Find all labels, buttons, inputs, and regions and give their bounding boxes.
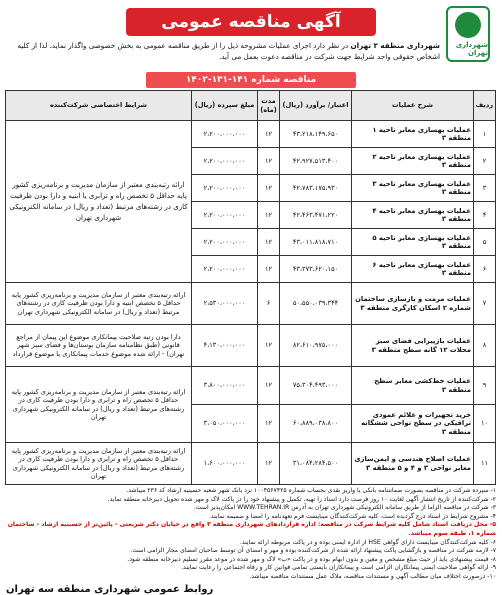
tender-number-banner: مناقصه شماره ۱۴۱-۱۳۱-۱۴۰۲ — [146, 72, 356, 88]
note-item: ۵- محل دریافت اسناد شامل کلیه شرایط شرکت در مناقصه: اداره قراردادهای شهرداری منطقه ۳ واقع در خیابان دکتر شریعتی - پائین‌تر از حسینیه ارشاد - ساختمان شماره ۱، طبقه سوم میباشد. — [7, 521, 496, 537]
row-price: ۶۰،۸۸۹،۰۳۸،۸۰۰ — [280, 405, 352, 443]
footer-text: روابط عمومی شهرداری منطقه سه تهران — [6, 583, 214, 595]
header-price: اعتبار/ برآورد (ریال) — [280, 91, 352, 121]
row-deposit: ۲،۲۰۰،۰۰۰،۰۰۰ — [192, 256, 258, 283]
notice-title: آگهی مناقصه عمومی — [126, 8, 376, 36]
header-duration: مدت (ماه) — [258, 91, 280, 121]
footer-signature — [6, 584, 496, 595]
row-price: ۴۳،۳۷۳،۶۲۰،۱۵۰ — [280, 256, 352, 283]
intro-text: در نظر دارد اجرای عملیات مشروحه ذیل را از طریق مناقصه عمومی به بخش خصوصی واگذار نماید، لذا از کلیه اشخاص حقوقی واجد شرایط جهت شرکت در مناقصه دعوت بعمل می آید. — [17, 41, 440, 61]
row-deposit: ۲،۵۳۰،۰۰۰،۰۰۰ — [192, 283, 258, 325]
row-conditions: ارائه رتبه‌بندی معتبر از سازمان مدیریت و برنامه‌ریزی کشور پایه حداقل ۵ تخصص ابنیه و دارا بودن ظرفیت کاری در رشته‌های مرتبط (تعداد و ریال) در سامانه الکترونیکی شهرداری تهران — [6, 283, 192, 325]
row-deposit: ۲،۲۰۰،۰۰۰،۰۰۰ — [192, 202, 258, 229]
table-header-row — [6, 91, 496, 121]
row-price: ۴۳،۲۱۸،۱۴۹،۶۵۰ — [280, 121, 352, 148]
row-description: عملیات بازپیرایی فضای سبز محلات ۱۲ گانه سطح منطقه ۳ — [352, 325, 474, 367]
row-deposit: ۴،۱۳۰،۰۰۰،۰۰۰ — [192, 325, 258, 367]
row-price: ۸۲،۶۱۰،۹۷۵،۰۰۰ — [280, 325, 352, 367]
intro-paragraph — [10, 40, 440, 62]
row-duration: ۶ — [258, 283, 280, 325]
note-item: ۴- مشروح شرایط در اسناد درج گردیده است. کلیه شرکت‌کنندگان میبایست فرم تعهدنامه را امضا و ضمیمه نمایند. — [208, 512, 496, 520]
note-item: ۶- کلیه شرکت‌کنندگان میبایست دارای گواهی HSE از اداره ایمنی بوده و در پاکت مربوطه ارائه نمایند. — [239, 538, 496, 546]
table-row — [6, 325, 496, 367]
notes-list — [6, 487, 496, 582]
row-duration: ۱۲ — [258, 256, 280, 283]
tender-table — [5, 90, 496, 485]
table-row — [6, 367, 496, 405]
row-deposit: ۲،۲۰۰،۰۰۰،۰۰۰ — [192, 148, 258, 175]
row-number: ۱۱ — [474, 443, 496, 485]
row-number: ۶ — [474, 256, 496, 283]
municipality-logo-icon — [446, 6, 490, 62]
row-price: ۵۰،۵۵۰،۰۳۹،۳۴۴ — [280, 283, 352, 325]
row-number: ۹ — [474, 367, 496, 405]
note-item: ۸- قیمت پیشنهادی باید از حیث مبلغ مشخص و معین و بدون ابهام بوده و در پاکت «ب» لاک و مهر شده در موعد مقرر تسلیم دبیرخانه منطقه شود. — [127, 555, 496, 563]
row-duration: ۱۲ — [258, 148, 280, 175]
row-description: عملیات بهسازی معابر ناحیه ۶ منطقه ۳ — [352, 256, 474, 283]
note-item: ۱۰- درصورت اختلاف میان مطالب آگهی و مستندات مناقصه، ملاک عمل مستندات مناقصه میباشد. — [249, 572, 496, 580]
table-row — [6, 443, 496, 485]
row-duration: ۱۲ — [258, 325, 280, 367]
row-number: ۲ — [474, 148, 496, 175]
row-conditions: ارائه رتبه‌بندی معتبر از سازمان مدیریت و برنامه‌ریزی کشور پایه حداقل ۵ تخصص راه و ترابری و دارا بودن ظرفیت کاری در رشته‌های مرتبط (تعداد و ریال) در سامانه الکترونیکی شهرداری تهران — [6, 443, 192, 485]
row-number: ۱۰ — [474, 405, 496, 443]
row-number: ۱ — [474, 121, 496, 148]
row-duration: ۱۲ — [258, 405, 280, 443]
row-deposit: ۲،۲۰۰،۰۰۰،۰۰۰ — [192, 121, 258, 148]
row-number: ۵ — [474, 229, 496, 256]
note-item: ۳- شرکت در مناقصه الزاما از طریق سامانه الکترونیکی شهرداری تهران به آدرس WWW.TEHRAN.IR امکان‌پذیر است. — [193, 504, 496, 512]
header-row-number: ردیف — [474, 91, 496, 121]
row-description: عملیات بهسازی معابر ناحیه ۴ منطقه ۳ — [352, 202, 474, 229]
table-row — [6, 121, 496, 148]
row-number: ۴ — [474, 202, 496, 229]
row-price: ۳۱،۰۸۴،۲۸۴،۵۰۰ — [280, 443, 352, 485]
row-description: عملیات بهسازی معابر ناحیه ۵ منطقه ۳ — [352, 229, 474, 256]
row-price: ۷۵،۳۰۴،۴۹۳،۰۰۰ — [280, 367, 352, 405]
shared-conditions: ارائه رتبه‌بندی معتبر از سازمان مدیریت و برنامه‌ریزی کشور پایه حداقل ۵ تخصص راه و ترابری یا ابنیه و دارا بودن ظرفیت کاری در رشته‌های مرتبط (تعداد و ریال) در سامانه الکترونیکی شهرداری تهران — [6, 121, 192, 283]
row-deposit: ۲،۲۰۰،۰۰۰،۰۰۰ — [192, 175, 258, 202]
row-duration: ۱۲ — [258, 202, 280, 229]
header-deposit: مبلغ سپرده (ریال) — [192, 91, 258, 121]
row-conditions: ارائه رتبه‌بندی معتبر از سازمان مدیریت و برنامه‌ریزی کشور پایه حداقل ۵ تخصص راه و ترابری و دارا بودن ظرفیت کاری در رشته‌های مرتبط (تعداد و ریال) در سامانه الکترونیکی شهرداری تهران — [6, 367, 192, 443]
row-duration: ۱۲ — [258, 367, 280, 405]
logo-caption: شهرداری تهران — [455, 40, 488, 57]
note-item: ۲- شرکت‌کننده از تاریخ انتشار آگهی لغایت ۱۰ روز فرصت دارد اسناد را تهیه، تکمیل و پیشنهاد خود را در پاکت لاک و مهر شده تحویل دبیرخانه منطقه نماید. — [107, 495, 496, 503]
row-price: ۴۳،۰۱۱،۸۱۸،۷۱۰ — [280, 229, 352, 256]
row-conditions: دارا بودن رتبه صلاحیت پیمانکاری موضوع این پیمان از مراجع قانونی (طبق نظامنامه سازمان بوستان‌ها و فضای سبز شهر تهران) - ارائه شده موضوع خدمات پیمانکاری با موضوع قرارداد — [6, 325, 192, 367]
table-row — [6, 283, 496, 325]
row-description: عملیات خط‌کشی معابر سطح منطقه ۳ — [352, 367, 474, 405]
row-description: عملیات بهسازی معابر ناحیه ۲ منطقه ۳ — [352, 148, 474, 175]
header-description: شرح عملیات — [352, 91, 474, 121]
row-description: عملیات مرمت و بازسازی ساختمان شماره ۲ اسکان کارگری منطقه ۳ — [352, 283, 474, 325]
row-duration: ۱۲ — [258, 443, 280, 485]
row-price: ۴۲،۷۸۳،۱۷۵،۹۳۰ — [280, 175, 352, 202]
row-deposit: ۲،۲۰۰،۰۰۰،۰۰۰ — [192, 229, 258, 256]
row-description: عملیات اصلاح هندسی و ایمن‌سازی معابر نواحی ۳ و ۴ و ۵ منطقه ۳ — [352, 443, 474, 485]
row-price: ۴۲،۹۲۷،۵۱۳،۴۰۰ — [280, 148, 352, 175]
row-number: ۸ — [474, 325, 496, 367]
logo-mark — [455, 12, 481, 38]
row-description: عملیات بهسازی معابر ناحیه ۱ منطقه ۳ — [352, 121, 474, 148]
row-number: ۷ — [474, 283, 496, 325]
row-deposit: ۳،۸۰۰،۰۰۰،۰۰۰ — [192, 367, 258, 405]
row-deposit: ۳،۰۵۰،۰۰۰،۰۰۰ — [192, 405, 258, 443]
header-conditions: شرایط اختصاصی شرکت‌کننده — [6, 91, 192, 121]
row-description: عملیات بهسازی معابر ناحیه ۳ منطقه ۳ — [352, 175, 474, 202]
row-description: خرید تجهیزات و علائم عمودی ترافیکی در سطح نواحی ششگانه منطقه ۳ — [352, 405, 474, 443]
note-item: ۹- ارائه گواهی صلاحیت ایمنی پیمانکاران الزامی است و پیمانکاران بایستی تمامی قوانین کار و رفاه اجتماعی را رعایت نمایند. — [181, 564, 496, 572]
row-duration: ۱۲ — [258, 121, 280, 148]
row-number: ۳ — [474, 175, 496, 202]
row-price: ۴۲،۴۶۳،۴۷۱،۲۲۰ — [280, 202, 352, 229]
notice-header — [6, 4, 496, 72]
note-item: ۷- لازمه شرکت در مناقصه و بازگشایی پاکت پیشنهاد ارائه شده از شرکت‌کننده بوده و مهر و امضای آن توسط صاحبان امضای مجاز الزامی است. — [130, 547, 496, 555]
note-item: ۱- سپرده شرکت در مناقصه بصورت ضمانتنامه بانکی یا واریز نقدی بحساب شماره ۱۰۰۴۵۶۷۴۲۵ نزد بانک شهر شعبه حسینیه ارشاد کد ۲۳۶ میباشد. — [126, 487, 496, 494]
row-duration: ۱۲ — [258, 175, 280, 202]
row-duration: ۱۲ — [258, 229, 280, 256]
intro-org: شهرداری منطقه ۳ تهران — [350, 41, 440, 50]
row-deposit: ۱،۶۰۰،۰۰۰،۰۰۰ — [192, 443, 258, 485]
